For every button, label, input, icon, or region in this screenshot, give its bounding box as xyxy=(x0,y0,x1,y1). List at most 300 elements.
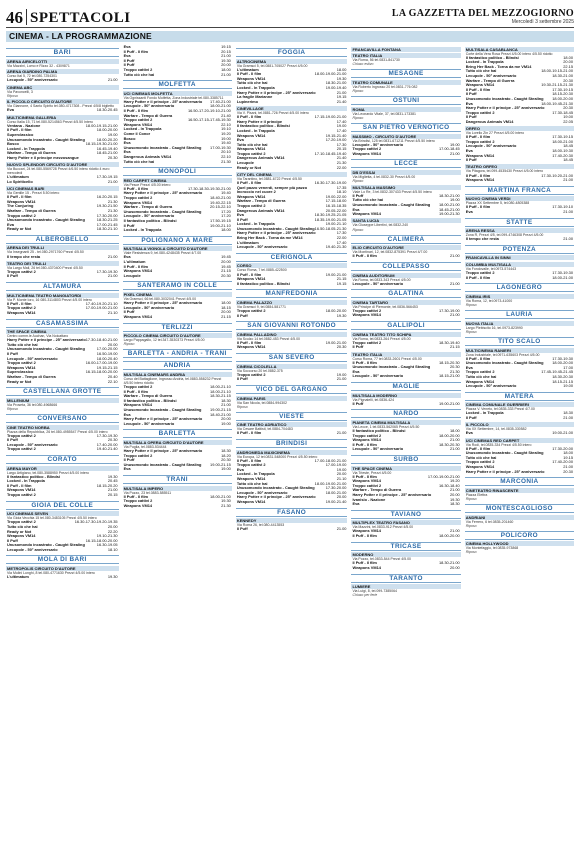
issue-date: Mercoledì 3 settembre 2025 xyxy=(511,19,574,25)
showtimes: 21.00 xyxy=(449,487,460,493)
showtimes: 16.00-17.00-19.00 xyxy=(85,360,118,366)
listing-column-4 xyxy=(351,45,460,835)
showtimes: 17.35 xyxy=(336,184,347,190)
film-title: Lecupole - 50° anniversario xyxy=(352,373,404,379)
venue-info: Corso Roma, 7 tel.0885-422500 xyxy=(236,268,287,273)
film-title: Eva xyxy=(123,466,131,472)
film-title: Harry Potter e il principe - 25° anniversario xyxy=(236,89,316,95)
film-title: Tutto ciò che hai xyxy=(236,480,268,486)
venue-info: Via Roma, tel.0833-264 Prezzi 4/5.00 xyxy=(352,336,411,341)
film-title: Weapons VM14 xyxy=(352,478,381,484)
venue-name: ROMA xyxy=(351,107,460,112)
showtime-row xyxy=(123,463,232,468)
city-heading: POLIGNANO A MARE xyxy=(123,236,232,245)
showtime-row xyxy=(351,502,460,507)
showtimes: 17.40-20.30 xyxy=(552,152,573,158)
film-title: Eva xyxy=(352,501,360,507)
city-heading: ALTAMURA xyxy=(6,282,119,291)
city-heading: TERLIZZI xyxy=(123,323,232,332)
venue-name: CINETEATRO RINASCENTE xyxy=(465,488,574,493)
film-title: Weapons VM14 xyxy=(352,150,381,156)
city-heading: MONOPOLI xyxy=(123,167,232,176)
showtimes: 19.00-19.40 xyxy=(325,85,347,91)
film-title: Warfare - Tempo di Guerra xyxy=(7,150,56,156)
film-title: Locked - In Trappola xyxy=(465,59,504,65)
film-title: Il Puff - Il film xyxy=(352,253,377,259)
film-title: Troppo cattivi 2 xyxy=(123,384,153,390)
showtime-row xyxy=(6,575,119,580)
film-title: Troppo cattivi 2 xyxy=(236,371,266,377)
venue-note: Riposo xyxy=(465,329,477,334)
venue-name: UCI CINEMAS SEVEN xyxy=(6,511,119,516)
film-title: Lecupole - 50° anniversario xyxy=(123,304,175,310)
film-title: Tutto ciò che hai xyxy=(236,80,268,86)
showtime-row xyxy=(123,146,232,151)
showtimes: 17.30-19.30 xyxy=(96,268,118,274)
showtimes: 18.30-21.00 xyxy=(325,80,347,86)
showtimes: 21.00 xyxy=(449,280,460,286)
film-title: Il Puff - Il film xyxy=(465,445,491,451)
masthead-title: LA GAZZETTA DEL MEZZOGIORNO xyxy=(391,8,574,19)
showtimes: 21.30 xyxy=(221,502,231,508)
showtimes: 16.30-17.30-19.00 xyxy=(314,179,347,185)
showtimes: 22.20 xyxy=(107,528,118,534)
venue-name: MULTISALA MASSIMO xyxy=(351,185,460,190)
film-title: Lecupole - 50° anniversario xyxy=(465,73,517,79)
film-title: Lecupole xyxy=(123,272,141,278)
film-title: Bosco xyxy=(123,135,136,141)
showtime-row xyxy=(351,534,460,539)
showtimes: 19.40 xyxy=(221,190,231,196)
showtime-row xyxy=(351,402,460,407)
city-heading: BARI xyxy=(6,48,119,57)
venue-info: Largo Artigiano, tel.080-3588950 Prezzi 4/5.00 intero xyxy=(7,470,89,475)
showtime-row xyxy=(6,274,119,279)
showtimes: 19.15 xyxy=(221,44,231,49)
showtimes: 19.30 xyxy=(336,312,347,318)
showtimes: 20.30 xyxy=(221,272,231,278)
venue-name: MULTICINEMA RANIERI xyxy=(465,348,574,353)
venue-info: Via Roma, 56 tel.0831-841730 xyxy=(352,58,400,63)
showtimes: 21.00 xyxy=(563,463,573,469)
showtimes: 17.00 xyxy=(563,364,573,370)
film-title: Weapons VM14 xyxy=(7,364,36,370)
showtimes: 18.15 xyxy=(221,304,231,310)
venue-info: Via Lecce, 1 tel.0833-562065 Prezzi 4/5.50 xyxy=(352,424,420,429)
film-title: Il tempo che resta xyxy=(465,236,499,242)
film-title: Unusomondo incastrato - Caught Stealing xyxy=(123,208,202,214)
film-title: L'ultimatum xyxy=(236,239,259,245)
film-title: Il Puff - Il film xyxy=(465,134,491,140)
showtimes: 20.00 xyxy=(221,309,231,315)
showtime-row xyxy=(236,166,348,171)
showtimes: 18.00 xyxy=(336,66,347,72)
showtimes: 18.00-20.00 xyxy=(96,127,118,133)
film-title: Il Puff xyxy=(123,457,135,463)
showtimes: 17.40 xyxy=(336,118,347,124)
film-title: Il Puff - Il film xyxy=(123,108,148,114)
film-title: Locked - In Trappola xyxy=(236,85,275,91)
venue-info: Via P. Monte Ioro, 16 080-3114803 Prezzi 4/5.00 intero xyxy=(7,297,92,302)
showtime-row xyxy=(236,314,348,319)
film-title: Warfare - Tempo di Guerra xyxy=(236,198,286,204)
city-heading: POTENZA xyxy=(465,245,574,254)
film-title: Eva xyxy=(465,148,473,154)
film-title: Lecupole - 50° anniversario xyxy=(7,355,58,361)
film-title: Il Puff xyxy=(236,312,248,318)
film-title: Il Puff - Il film xyxy=(236,179,262,185)
film-title: Troppo cattivi 2 xyxy=(7,432,36,438)
showtimes: 17.30-19.15 xyxy=(552,86,573,92)
film-title: Warfare - Tempo di Guerra xyxy=(465,77,515,83)
film-title: Tutto ciò che hai xyxy=(465,68,497,74)
venue-name: MULTISALA VIGNOLA CIRCUITO D'AUTORE xyxy=(123,246,232,251)
venue-name: MASSIMO - CIRCUITO D'AUTORE xyxy=(351,134,460,139)
showtimes: 19.00-21.00 xyxy=(325,271,347,277)
showtimes: 19.30 xyxy=(107,473,118,479)
venue-name: MODERNO xyxy=(351,552,460,557)
showtimes: 18.15-20.30 xyxy=(552,91,573,97)
film-title: Eva xyxy=(352,206,360,212)
city-heading: LECCE xyxy=(351,159,460,168)
film-title: Weapons VM14 xyxy=(236,193,266,199)
showtimes: 21.30 xyxy=(221,158,231,164)
venue-info: Via Gramsci 9, tel.0884-581771 xyxy=(236,304,286,309)
venue-name: ANDROMEDA MAXICINEMA xyxy=(236,450,348,455)
showtime-row xyxy=(465,210,574,215)
showtimes: 17.40-19.20-21.10 xyxy=(85,300,118,306)
city-heading: TAVIANO xyxy=(351,510,460,519)
venue-info: Via Sculzo 14 tel.0882-453 Prezzi 4/5.00 xyxy=(236,336,300,341)
venue-info: Via Gentile 15 - Prezzi 5.50 intero xyxy=(7,191,60,196)
film-title: Il Puff xyxy=(465,91,477,97)
showtimes: 19.30 xyxy=(449,496,460,502)
film-title: Eva xyxy=(465,364,473,370)
showtimes: 20.15 xyxy=(221,48,231,54)
showtimes: 16.50-18.05-21.30 xyxy=(314,225,347,231)
film-title: Il Puff - Il film xyxy=(352,473,377,479)
showtimes: 20.05-22.00 xyxy=(325,207,347,213)
film-title: Il Puff - Il film xyxy=(7,482,32,488)
film-title: Harry Potter e il principe - 25° anniversario xyxy=(123,448,203,454)
film-title: Il fantastico politico - Blindsi xyxy=(123,218,177,223)
city-heading: SAN PIETRO VERNOTICO xyxy=(351,123,460,132)
film-title: Il Puff xyxy=(465,157,477,163)
film-title: Lecupole - 50° anniversario xyxy=(123,420,175,426)
venue-name: ARENA DEI TRULLI xyxy=(6,245,119,250)
film-title: Eva xyxy=(352,368,360,374)
film-title: Unusomondo incastrato - Caught Stealing xyxy=(123,461,202,467)
showtimes: 17.30-19.10 xyxy=(552,204,573,210)
showtime-row xyxy=(465,431,574,436)
showtimes: 19.00-21.00 xyxy=(325,339,347,345)
showtime-row xyxy=(123,73,232,78)
film-title: Eva xyxy=(7,221,14,227)
film-title: Il fantastico politico - Blindsi xyxy=(465,54,519,60)
film-title: Unusomondo incastrato - Caught Stealing xyxy=(465,360,544,366)
film-title: Il Puff - Il film xyxy=(236,271,262,277)
venue-name: CINEMA CICOLELLA xyxy=(236,364,348,369)
showtimes: 19.00 xyxy=(449,197,460,203)
showtime-row xyxy=(351,447,460,452)
showtimes: 19.00 xyxy=(107,131,118,137)
film-title: Tutto ciò che hai xyxy=(7,341,38,347)
venue-info: Via Roma 26, tel.080-4413553 xyxy=(236,523,285,528)
film-title: Troppo cattivi 2 xyxy=(465,270,495,276)
venue-note: Riposo xyxy=(465,550,477,555)
showtimes: 17.00-19.30 xyxy=(210,144,231,150)
showtimes: 20.00 xyxy=(449,564,460,570)
film-title: Weapons VM14 xyxy=(236,75,266,81)
showtimes: 19.30-21.50 xyxy=(96,203,118,209)
film-title: Weapons VM14 xyxy=(352,564,381,570)
showtimes: 19.30 xyxy=(221,498,231,504)
showtimes: 20.15 xyxy=(336,146,347,152)
film-title: Lecupole - 50° anniversario xyxy=(352,280,404,286)
film-title: Troppo cattivi 2 xyxy=(465,109,495,115)
venue-info: Zona R, Prezzi 4/5, tel.099-4746308 Prezzi 4/5.00 xyxy=(465,233,544,238)
film-title: Il Puff - Il film xyxy=(236,71,262,77)
venue-name: DB D'ESSAI xyxy=(351,170,460,175)
film-title: Troppo cattivi 2 xyxy=(7,360,36,366)
film-title: L'ultimatum xyxy=(236,66,259,72)
showtimes: 21.10 xyxy=(107,309,118,315)
film-title: Lecupole - 50° anniversario xyxy=(7,441,58,447)
venue-info: Via Principe di Piemonte, tel.0836-566453 xyxy=(352,304,418,309)
film-title: Harry Potter e il principe - 25° anniversario xyxy=(123,190,203,196)
section-title: SPETTACOLI xyxy=(30,10,131,26)
film-title: Superclassico xyxy=(7,131,34,137)
city-heading: OSTUNI xyxy=(351,96,460,105)
showtimes: 18.00 xyxy=(563,450,573,456)
page-header xyxy=(6,4,574,28)
showtimes: 19.20 xyxy=(449,478,460,484)
venue-name: CINEMA ABC xyxy=(6,85,119,90)
film-title: Harry Potter e il principe - 25° anniversario xyxy=(123,300,203,306)
showtime-row xyxy=(351,313,460,318)
showtimes: 17.20-19.00 xyxy=(325,137,347,143)
venue-info: Via Puglia, tel.0883-534444 xyxy=(123,445,167,449)
film-title: Unusomondo incastrato - Caught Stealing xyxy=(123,407,202,413)
venue-name: PICCOLO CINEMA CIRCUITO D'AUTORE xyxy=(123,333,232,338)
film-title: Troppo cattivi 2 xyxy=(352,432,382,438)
showtimes: 21.30 xyxy=(107,198,118,204)
showtimes: 20.00 xyxy=(221,62,231,68)
film-title: Lecupole - 50° anniversario xyxy=(123,213,175,219)
film-title: Lecupole - 50° anniversario xyxy=(7,77,58,83)
venue-name: KENNEDY xyxy=(236,518,348,523)
film-title: Lecupole xyxy=(236,160,254,166)
film-title: Il Puff xyxy=(7,350,18,356)
venue-name: TEATRO ITALIA xyxy=(351,53,460,58)
venue-info: Via Mazzini, tel.0833-912 Prezzi 4/5.00 xyxy=(352,525,414,530)
showtimes: 18.00 xyxy=(221,66,231,72)
showtimes: 21.00 xyxy=(449,312,460,318)
film-title: Il Puff xyxy=(236,526,248,532)
venue-name: MULTISALA OPERA CIRCUITO D'AUTORE xyxy=(123,440,232,445)
film-title: Harry Potter e il principe - 25° anniversario xyxy=(7,337,86,343)
showtimes: 21.15 xyxy=(221,268,231,274)
showtimes: 21.00 xyxy=(449,150,460,156)
showtimes: 17.40-20.00 xyxy=(96,441,118,447)
film-title: Il Puff - Il film xyxy=(123,185,148,191)
showtime-row xyxy=(6,447,119,452)
venue-note: Riposo xyxy=(236,404,248,409)
film-title: Il Puff - Il film xyxy=(123,48,148,54)
showtimes: 19.00 xyxy=(563,383,573,389)
film-title: Harry Potter e il principe - 25° anniversario xyxy=(236,230,316,236)
film-title: Unusomondo incastrato - Caught Stealing xyxy=(465,96,544,102)
film-title: Incroccio nel cuore 2 xyxy=(236,189,276,195)
showtimes: 16.20-20.15 xyxy=(96,194,118,200)
venue-name: CORSO xyxy=(236,263,348,268)
city-heading: TARANTO xyxy=(351,574,460,583)
city-heading: BARLETTA - ANDRIA - TRANI xyxy=(123,349,232,358)
venue-name: ARENA RESSA xyxy=(465,228,574,233)
film-title: Il Puff xyxy=(236,376,248,382)
film-title: Troppo cattivi 2 xyxy=(465,369,495,375)
showtimes: 20.00 xyxy=(449,492,460,497)
venue-name: ARENA GIARDINO PALMA xyxy=(6,69,119,74)
venue-note: Riposo xyxy=(7,93,18,98)
venue-note: Chiuso per ferie xyxy=(352,593,378,598)
showtimes: 17.00-21.45 xyxy=(96,221,118,227)
showtimes: 19.40-21.40 xyxy=(96,446,118,452)
venue-name: UCI CINEMAS RED CARPET xyxy=(465,438,574,443)
film-title: Eva xyxy=(123,254,131,260)
film-title: Il Puff - Il film xyxy=(7,127,32,133)
venue-info: Via Cesare Battisti, tel.0884-704483 xyxy=(236,427,293,432)
showtimes: 17.30-19.00 xyxy=(438,307,460,313)
showtimes: 19.15 xyxy=(563,454,573,460)
film-title: Il Puff - Il film xyxy=(7,194,32,200)
showtime-row xyxy=(465,178,574,183)
showtimes: 19.00-22.00 xyxy=(325,193,347,199)
showtimes: 18.00-20.40 xyxy=(96,355,118,361)
venue-info: Viale Resistenza 9, tel.080-4248435 Prezzi 4/7.00 xyxy=(123,251,202,256)
film-title: Bring Her Back - Torna da me VM14 xyxy=(465,63,532,69)
showtimes: 18.00-21.00 xyxy=(325,489,347,495)
showtimes: 20.15-22.10 xyxy=(210,204,231,210)
showtimes: 20.10 xyxy=(221,149,231,155)
showtimes: 17.30 xyxy=(336,230,347,236)
film-title: Weapons VM14 xyxy=(123,268,153,274)
venue-name: ARENA MAYOR xyxy=(6,466,119,471)
film-title: Troppo cattivi 2 xyxy=(123,452,153,458)
venue-info: Via Proseta, 36 tel.080-4968666 xyxy=(7,402,58,407)
showtimes: 18.45-21.00 xyxy=(438,206,460,212)
venue-name: UCI CINEMAS MOLFETTA xyxy=(123,91,232,96)
film-title: Weapons VM14 xyxy=(465,177,495,183)
showtimes: 19.00-21.30 xyxy=(438,211,460,217)
venue-name: MULTICINEMA GALLERIA xyxy=(6,115,119,120)
showtimes: 16.50-17.20-19.10-21.00 xyxy=(187,108,231,114)
header-divider xyxy=(26,9,27,25)
film-title: Weapons VM14 xyxy=(465,152,495,158)
showtimes: 16.30-18.40 xyxy=(438,482,460,488)
venue-info: Via Roberto Ingrosso 20 tel.0831-776 082 xyxy=(352,84,418,89)
showtimes: 20.00 xyxy=(107,341,118,347)
showtimes: 17.30-18.40-21.00 xyxy=(85,337,118,343)
venue-name: CINEMA AUDITORIUM xyxy=(351,273,460,278)
showtimes: 19.00 xyxy=(336,466,347,472)
showtimes: 19.45 xyxy=(221,254,231,260)
showtimes: 21.00 xyxy=(107,273,118,279)
showtimes: 17.30-19.30 xyxy=(552,355,573,361)
film-title: Eva xyxy=(123,44,131,49)
film-title: Il Puff - Il film xyxy=(352,359,377,365)
masthead xyxy=(392,9,574,27)
showtimes: 16.15-18.00-20.00 xyxy=(85,369,118,375)
venue-info: Piazza V. Veneto, tel.0835-333 Prezzi 4/7.00 xyxy=(465,407,535,412)
film-title: Il Puff xyxy=(123,222,135,228)
film-title: Weapons VM14 xyxy=(465,82,495,88)
showtime-row xyxy=(6,493,119,498)
venue-name: CINEVILLAGE xyxy=(236,106,348,111)
film-title: Ready or Not xyxy=(236,164,262,170)
venue-name: MULTISALA IMPERO xyxy=(123,486,232,491)
film-title: Il Puff xyxy=(465,114,477,120)
showtimes: 21.00 xyxy=(563,415,573,421)
film-title: Superclassico xyxy=(7,369,34,375)
showtimes: 17.40-20.00 xyxy=(552,459,573,465)
city-heading: CASAMASSIMA xyxy=(6,319,119,328)
showtimes: 18.00 xyxy=(221,227,231,233)
film-title: Il Puff - Il film xyxy=(465,86,491,92)
venue-info: Via Gramsci, 66 tel.080-3032041 Prezzi 4/5.00 xyxy=(123,297,197,302)
showtimes: 18.30-20.30 xyxy=(552,373,573,379)
venue-info: Piazza Elettra xyxy=(465,492,488,497)
film-title: Locked - In Trappola xyxy=(236,471,275,477)
showtime-row xyxy=(351,374,460,379)
film-title: Tutto ciò che hai xyxy=(465,454,497,460)
showtimes: 22.10 xyxy=(221,121,231,127)
film-title: Weapons VM14 xyxy=(7,533,36,539)
venue-info: Via Miglietta, 4 tel.0832-30 Prezzi 4/5.00 xyxy=(352,175,416,179)
showtimes: 19.30 xyxy=(221,57,231,63)
venue-name: LUMIERE xyxy=(351,584,460,589)
film-title: Troppo cattivi 2 xyxy=(123,195,153,201)
venue-name: PIANETA CINEMA MULTISALA xyxy=(351,420,460,425)
film-title: Troppo cattivi 2 xyxy=(352,146,382,152)
showtime-row xyxy=(351,254,460,259)
film-title: L'ultimatum xyxy=(7,174,29,180)
showtimes: 19.15 xyxy=(336,94,347,100)
showtimes: 19.00-21.40 xyxy=(325,499,347,505)
film-title: Warfare - Tempo di Guerra xyxy=(352,487,402,493)
film-title: Eva xyxy=(123,411,131,417)
city-heading: FASANO xyxy=(236,508,348,517)
showtime-row xyxy=(465,416,574,421)
showtimes: 18.10 xyxy=(107,546,118,552)
showtime-row xyxy=(123,228,232,233)
city-heading: MESAGNE xyxy=(351,69,460,78)
film-title: Weapons VM14 xyxy=(236,476,266,482)
film-title: Locked - In Trappola xyxy=(123,126,162,132)
listing-banner xyxy=(6,31,574,42)
showtimes: 18.00-21.10 xyxy=(210,384,231,390)
film-title: Harry Potter e il principe - 25° anniversario xyxy=(123,416,203,422)
city-heading: BRINDISI xyxy=(236,439,348,448)
venue-info: Via Pignatelli, tel.0836-424 xyxy=(352,397,395,402)
listing-column-2 xyxy=(123,45,232,835)
showtimes: 18.30 xyxy=(221,397,231,403)
venue-name: ORFEO xyxy=(465,126,574,131)
city-heading: FOGGIA xyxy=(236,48,348,57)
venue-name: COLUMBIA MULTISALA xyxy=(465,262,574,267)
showtimes: 20.00 xyxy=(563,59,573,65)
film-title: Il Puff xyxy=(352,400,364,406)
